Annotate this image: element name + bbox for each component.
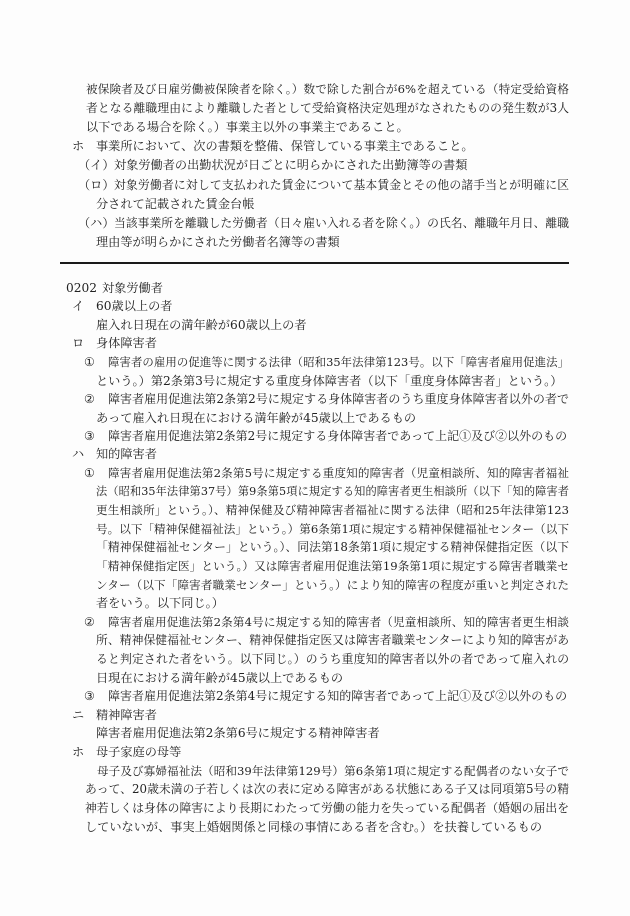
paragraph-line: 所、精神保健福祉センター、精神保健指定医又は障害者職業センターにより知的障害があ [96,633,569,647]
paragraph-line: 者となる離職理由により離職した者として受給資格決定処理がなされたものの発生数が3人 [86,101,569,115]
list-item-heading: 知的障害者 [96,447,157,461]
list-marker: ① [84,355,95,369]
list-marker: ハ [72,447,85,461]
paragraph-line: 「精神保健指定医」という。）又は障害者雇用促進法第19条第1項に規定する障害者職業セ [96,559,569,573]
paragraph-line: 分されて記載された賃金台帳 [96,197,255,211]
paragraph-line: 雇入れ日現在の満年齢が60歳以上の者 [96,318,307,332]
list-item-heading: 精神障害者 [96,708,157,722]
paragraph-line: 障害者雇用促進法第2条第2号に規定する身体障害者のうち重度身体障害者以外の者で [108,392,569,406]
section-title: 対象労働者 [102,281,163,295]
section-divider [60,262,569,264]
paragraph-line: あって雇入れ日現在における満年齢が45歳以上であるもの [96,411,417,425]
paragraph-line: 号。以下「精神保健福祉法」という。）第6条第1項に規定する精神保健福祉センター（以下 [96,522,569,536]
paragraph-line: 理由等が明らかにされた労働者名簿等の書類 [96,235,340,249]
list-marker: ③ [84,689,95,703]
paragraph-line: 母子及び寡婦福祉法（昭和39年法律第129号）第6条第1項に規定する配偶者のない女子で [97,764,569,778]
paragraph-line: 障害者雇用促進法第2条第4号に規定する知的障害者であって上記①及び②以外のもの [108,689,568,703]
list-marker: ニ [72,708,85,722]
list-marker: ホ [72,139,85,153]
paragraph-line: 対象労働者に対して支払われた賃金について基本賃金とその他の諸手当とが明確に区 [114,178,569,192]
paragraph-line: 障害者の雇用の促進等に関する法律（昭和35年法律第123号。以下「障害者雇用促進法」 [108,355,569,369]
paragraph-line: していないが、事実上婚姻関係と同様の事情にある者を含む。）を扶養しているもの [85,820,543,834]
paragraph-line: 以下である場合を除く。）事業主以外の事業主であること。 [86,120,409,134]
paragraph-line: という。）第2条第3号に規定する重度身体障害者（以下「重度身体障害者」という。） [96,374,563,388]
paragraph-line: 障害者雇用促進法第2条第2号に規定する身体障害者であって上記①及び②以外のもの [108,429,568,443]
list-marker: ② [84,392,95,406]
list-marker: ③ [84,429,95,443]
list-item-heading: 60歳以上の者 [96,299,173,313]
list-marker: （ハ） [78,216,115,230]
list-item-heading: 母子家庭の母等 [96,745,182,759]
section-number: 0202 [66,281,98,295]
paragraph-line: 被保険者及び日雇労働被保険者を除く。）数で除した割合が6%を超えている（特定受給資格 [86,82,569,96]
paragraph-line: 日現在における満年齢が45歳以上であるもの [96,671,344,685]
paragraph-line: 者をいう。以下同じ。） [96,596,224,610]
list-marker: （イ） [78,158,115,172]
list-item-heading: 事業所において、次の書類を整備、保管している事業主であること。 [96,139,474,153]
list-marker: イ [72,299,85,313]
paragraph-line: 障害者雇用促進法第2条第5号に規定する重度知的障害者（児童相談所、知的障害者福祉 [108,466,569,480]
list-marker: ロ [72,336,85,350]
paragraph-line: 法（昭和35年法律第37号）第9条第5項に規定する知的障害者更生相談所（以下「知的障害者 [96,485,569,498]
paragraph-line: 障害者雇用促進法第2条第4号に規定する知的障害者（児童相談所、知的障害者更生相談 [108,615,569,629]
list-item-heading: 身体障害者 [96,336,157,350]
list-marker: ① [84,466,95,480]
paragraph-line: 障害者雇用促進法第2条第6号に規定する精神障害者 [96,726,380,740]
paragraph-line: 更生相談所」という。）、精神保健及び精神障害者福祉に関する法律（昭和25年法律第123 [96,503,569,517]
list-marker: ② [84,615,95,629]
paragraph-line: あって、20歳未満の子若しくは次の表に定める障害がある状態にある子又は同項第5号の精 [85,782,569,796]
paragraph-line: ンター（以下「障害者職業センター」という。）により知的障害の程度が重いと判定された [96,578,569,592]
list-marker: ホ [72,745,85,759]
paragraph-line: 当該事業所を離職した労働者（日々雇い入れる者を除く。）の氏名、離職年月日、離職 [114,216,569,230]
paragraph-line: ると判定された者をいう。以下同じ。）のうち重度知的障害者以外の者であって雇入れの [96,652,569,666]
paragraph-line: 神若しくは身体の障害により長期にわたって労働の能力を失っている配偶者（婚姻の届出を [85,801,569,815]
list-marker: （ロ） [78,178,115,192]
paragraph-line: 対象労働者の出勤状況が日ごとに明らかにされた出勤簿等の書類 [114,158,468,172]
paragraph-line: 「精神保健福祉センター」という。）、同法第18条第1項に規定する精神保健指定医（以下 [96,540,569,554]
